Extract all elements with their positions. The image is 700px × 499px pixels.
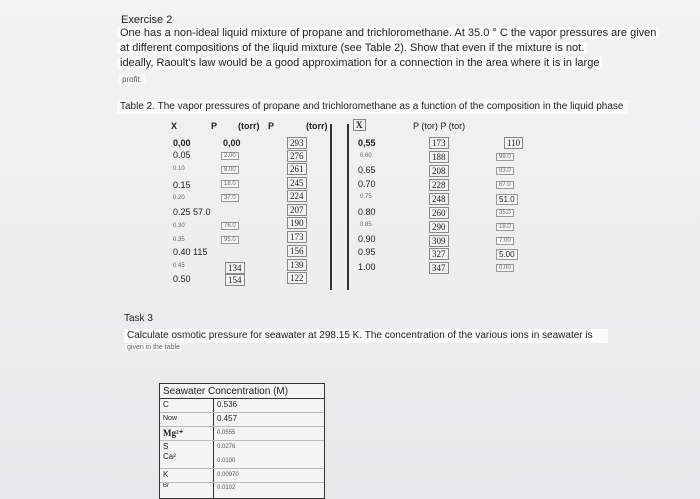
- header-p-left: P: [211, 121, 218, 131]
- seawater-value: 0.0102: [217, 485, 236, 491]
- left-p2-cell: 293: [287, 137, 307, 149]
- right-p1-cell: 347: [429, 262, 449, 274]
- seawater-value: 0.00970: [217, 472, 239, 478]
- right-x-cell: 0.75: [360, 194, 372, 200]
- left-p2-cell: 245: [287, 177, 307, 189]
- left-p2-cell: 139: [287, 259, 307, 271]
- task-line-2: given in the table: [127, 344, 180, 351]
- left-x-cell: 0.10: [173, 166, 185, 172]
- exercise-line-2: at different compositions of the liquid mixture (see Table 2). Show that even if the mixture is not.: [117, 42, 587, 54]
- right-p1-cell: 228: [429, 179, 449, 191]
- left-p2-cell: 156: [287, 245, 307, 257]
- seawater-ion: K: [163, 470, 169, 479]
- header-p-right: P (tor) P (tor): [413, 121, 466, 131]
- seawater-table: [159, 383, 325, 499]
- left-p1-cell: 154: [225, 274, 245, 286]
- seawater-row-line: [160, 468, 324, 469]
- right-p1-cell: 173: [429, 137, 449, 149]
- header-x-right: X: [353, 119, 366, 131]
- left-p2-cell: 261: [287, 163, 307, 175]
- header-x-left: X: [171, 121, 178, 131]
- left-p2-cell: 207: [287, 204, 307, 216]
- table-divider-left: [330, 124, 332, 290]
- exercise-title: Exercise 2: [121, 14, 173, 26]
- right-x-cell: 0.60: [360, 153, 372, 159]
- left-p1-cell: 8.00: [221, 166, 239, 174]
- seawater-row-line: [160, 412, 324, 413]
- right-p2-cell: 18.0: [496, 223, 514, 231]
- exercise-line-1: One has a non-ideal liquid mixture of propane and trichloromethane. At 35.0 ° C the vapor pressures are given: [117, 27, 659, 39]
- left-x-cell: 0.40 115: [173, 247, 208, 257]
- left-x-cell: 0.05: [173, 150, 191, 160]
- right-x-cell: 0.80: [358, 207, 376, 217]
- left-p2-cell: 190: [287, 217, 307, 229]
- right-p1-cell: 188: [429, 151, 449, 163]
- right-p2-cell: 5.00: [496, 249, 518, 260]
- left-p2-cell: 276: [287, 150, 307, 162]
- right-p1-cell: 260: [429, 207, 449, 219]
- seawater-header-line: [160, 398, 324, 399]
- seawater-value: 0.457: [217, 414, 238, 423]
- right-p1-cell: 208: [429, 165, 449, 177]
- right-x-cell: 0.85: [360, 222, 372, 228]
- left-x-cell: 0,00: [173, 138, 191, 148]
- seawater-column-divider: [213, 398, 214, 498]
- seawater-ion: Br: [163, 483, 169, 489]
- left-p1-cell: 134: [225, 262, 245, 274]
- table-caption: Table 2. The vapor pressures of propane and trichloromethane as a function of the composition in the liquid phase: [117, 100, 628, 114]
- seawater-ion: Now: [163, 415, 178, 422]
- seawater-row-line: [160, 426, 324, 427]
- left-x-cell: 0.50: [173, 274, 191, 284]
- exercise-line-4: profit.: [119, 75, 145, 84]
- right-x-cell: 0.90: [358, 234, 376, 244]
- left-x-cell: 0.20: [173, 195, 185, 201]
- right-x-cell: 0,55: [358, 138, 376, 148]
- right-p2-cell: 0.00: [496, 264, 514, 272]
- seawater-value: 0.0555: [217, 430, 236, 436]
- seawater-value: 0.0276: [217, 444, 236, 450]
- left-p2-cell: 122: [287, 272, 307, 284]
- right-x-cell: 0.65: [358, 165, 376, 175]
- seawater-value: 0.536: [217, 400, 238, 409]
- seawater-value: 0.0100: [217, 458, 236, 464]
- left-p1-cell: 18.0: [221, 180, 239, 188]
- right-p2-cell: 51.0: [496, 194, 518, 205]
- seawater-ion: S: [163, 442, 169, 451]
- right-x-cell: 0.70: [358, 179, 376, 189]
- right-p2-cell: 7.00: [496, 237, 514, 245]
- seawater-ion: C: [163, 400, 169, 409]
- left-x-cell: 0.15: [173, 180, 191, 190]
- right-p2-cell: 83.0: [496, 167, 514, 175]
- left-x-cell: 0.30: [173, 223, 185, 229]
- right-p2-cell: 35.0: [496, 209, 514, 217]
- right-p1-cell: 327: [429, 248, 449, 260]
- seawater-ion: Ca²: [163, 452, 176, 461]
- left-p1-cell: 37.0: [221, 194, 239, 202]
- left-x-cell: 0.45: [173, 263, 185, 269]
- left-x-cell: 0.35: [173, 237, 185, 243]
- header-torr-mid: (torr): [306, 121, 328, 131]
- right-p1-cell: 309: [429, 235, 449, 247]
- seawater-ion: Mg²⁺: [163, 428, 184, 438]
- left-p1-cell: 76.0: [221, 222, 239, 230]
- right-x-cell: 0.95: [358, 247, 376, 257]
- task-line-1: Calculate osmotic pressure for seawater at 298.15 K. The concentration of the various ions in seawater is: [124, 329, 608, 343]
- left-p2-cell: 173: [287, 231, 307, 243]
- table-divider-right: [347, 124, 349, 290]
- seawater-row-line: [160, 440, 324, 441]
- seawater-row-line: [160, 482, 324, 483]
- left-p1-cell: 2.00: [221, 152, 239, 160]
- exercise-line-3: ideally, Raoult's law would be a good approximation for a connection in the area where it is in large: [117, 57, 602, 69]
- right-p2-cell: 110: [504, 137, 523, 149]
- header-torr-left: (torr): [238, 121, 260, 131]
- right-p1-cell: 290: [429, 221, 449, 233]
- right-p2-cell: 99.0: [496, 153, 514, 161]
- left-p2-cell: 224: [287, 190, 307, 202]
- left-p1-cell: 0,00: [223, 138, 241, 148]
- right-p2-cell: 67.0: [496, 181, 514, 189]
- left-p1-cell: 95.0: [221, 236, 239, 244]
- right-p1-cell: 248: [429, 193, 449, 205]
- header-p-mid: P: [268, 121, 275, 131]
- right-x-cell: 1.00: [358, 262, 376, 272]
- left-x-cell: 0.25 57.0: [173, 207, 211, 217]
- seawater-title: Seawater Concentration (M): [163, 386, 289, 397]
- task-title: Task 3: [124, 313, 153, 324]
